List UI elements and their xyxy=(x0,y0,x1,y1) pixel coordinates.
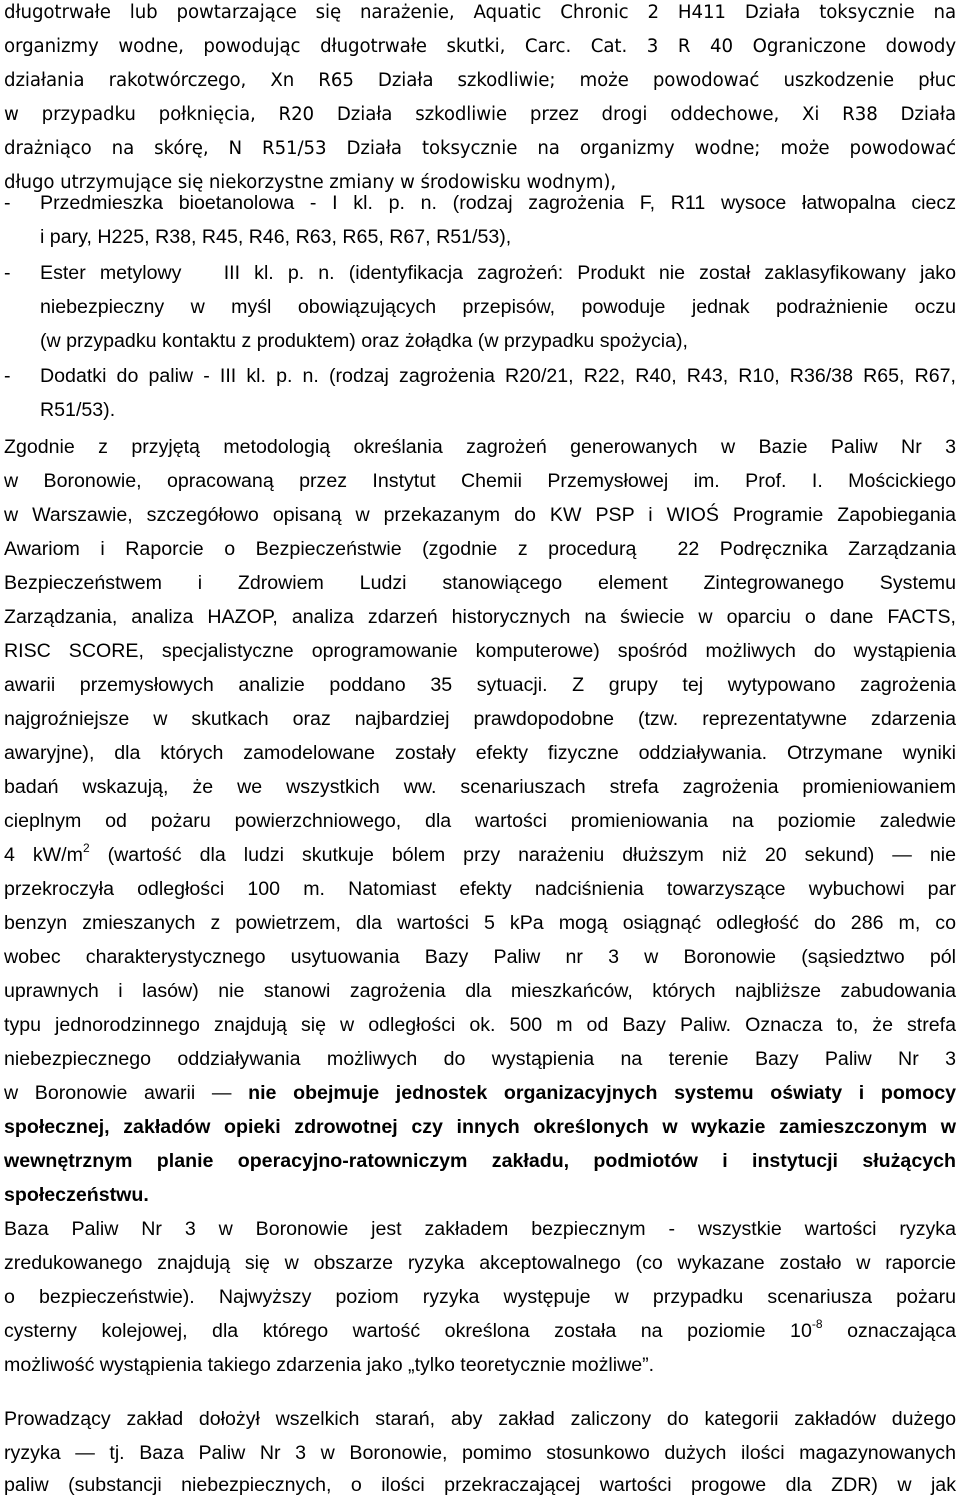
text-line: organizmy wodne, powodując długotrwałe skutki, Carc. Cat. 3 R 40 Ograniczone dowody xyxy=(4,36,956,57)
text-line: (w przypadku kontaktu z produktem) oraz żołądka (w przypadku spożycia), xyxy=(40,330,688,352)
text-line: uprawnych i lasów) nie stanowi zagrożenia dla mieszkańców, których najbliższe zabudowania xyxy=(4,980,956,1002)
text-line: R51/53). xyxy=(40,399,116,421)
text-line: o bezpieczeństwie). Najwyższy poziom ryzyka występuje w przypadku scenariusza pożaru xyxy=(4,1286,956,1308)
text-line: Zgodnie z przyjętą metodologią określania zagrożeń generowanych w Bazie Paliw Nr 3 xyxy=(4,436,956,458)
text-run: cysterny kolejowej, dla którego wartość określona została na poziomie 10 xyxy=(4,1320,812,1342)
text-line: długotrwałe lub powtarzające się narażenie, Aquatic Chronic 2 H411 Działa toksycznie na xyxy=(4,2,956,23)
text-line: przekroczyła odległości 100 m. Natomiast efekty nadciśnienia towarzyszące wybuchowi par xyxy=(4,878,956,900)
text-line: wobec charakterystycznego usytuowania Bazy Paliw nr 3 w Boronowie (sąsiedztwo pól xyxy=(4,946,956,968)
text-line: długo utrzymujące się niekorzystne zmiany w środowisku wodnym), xyxy=(4,172,617,193)
bold-text-line: wewnętrznym planie operacyjno-ratowniczym zakładu, podmiotów i instytucji służących xyxy=(4,1150,956,1172)
text-line: Bezpieczeństwem i Zdrowiem Ludzi stanowiącego element Zintegrowanego Systemu xyxy=(4,572,956,594)
text-run: 4 kW/m xyxy=(4,844,83,866)
text-line: badań wskazują, że we wszystkich ww. scenariuszach strefa zagrożenia promieniowaniem xyxy=(4,776,956,798)
text-line: najgroźniejsze w skutkach oraz najbardziej prawdopodobne (tzw. reprezentatywne zdarzenia xyxy=(4,708,956,730)
text-line: działania rakotwórczego, Xn R65 Działa szkodliwie; może powodować uszkodzenie płuc xyxy=(4,70,956,91)
text-line: i pary, H225, R38, R45, R46, R63, R65, R67, R51/53), xyxy=(40,226,512,248)
text-line: Prowadzący zakład dołożył wszelkich starań, aby zakład zaliczony do kategorii zakładów dużego xyxy=(4,1408,956,1430)
text-run: oznaczająca xyxy=(822,1320,956,1342)
text-line: awarii przemysłowych analizie poddano 35 sytuacji. Z grupy tej wytypowano zagrożenia xyxy=(4,674,956,696)
text-line: awaryjne), dla których zamodelowane zostały efekty fizyczne oddziaływania. Otrzymane wyniki xyxy=(4,742,956,764)
list-dash: - xyxy=(4,192,11,214)
text-line: benzyn zmieszanych z powietrzem, dla wartości 5 kPa mogą osiągnąć odległość do 286 m, co xyxy=(4,912,956,934)
text-line: Przedmieszka bioetanolowa - I kl. p. n. (rodzaj zagrożenia F, R11 wysoce łatwopalna ciecz xyxy=(40,192,956,214)
text-line: niebezpieczny w myśl obowiązujących przepisów, powoduje jednak podrażnienie oczu xyxy=(40,296,956,318)
text-line: Zarządzania, analiza HAZOP, analiza zdarzeń historycznych na świecie w oparciu o dane FACTS, xyxy=(4,606,956,628)
text-line: drażniąco na skórę, N R51/53 Działa toksycznie na organizmy wodne; może powodować xyxy=(4,138,956,159)
text-line: możliwość wystąpienia takiego zdarzenia jako „tylko teoretycznie możliwe”. xyxy=(4,1354,655,1376)
text-line: RISC SCORE, specjalistyczne oprogramowanie komputerowe) spośród możliwych do wystąpienia xyxy=(4,640,956,662)
text-line: niebezpiecznego oddziaływania możliwych do wystąpienia na terenie Bazy Paliw Nr 3 xyxy=(4,1048,956,1070)
text-line: cieplnym od pożaru powierzchniowego, dla wartości promieniowania na poziomie zaledwie xyxy=(4,810,956,832)
bold-text-line: społeczeństwu. xyxy=(4,1184,149,1206)
text-line: Ester metylowy III kl. p. n. (identyfikacja zagrożeń: Produkt nie został zaklasyfikowany jako xyxy=(40,262,956,284)
bold-text-run: nie obejmuje jednostek organizacyjnych systemu oświaty i pomocy xyxy=(248,1082,956,1104)
text-run: w Boronowie awarii — xyxy=(4,1082,249,1104)
text-line: w Warszawie, szczegółowo opisaną w przekazanym do KW PSP i WIOŚ Programie Zapobiegania xyxy=(4,504,956,526)
text-line: Awariom i Raporcie o Bezpieczeństwie (zgodnie z procedurą 22 Podręcznika Zarządzania xyxy=(4,538,956,560)
text-line: Baza Paliw Nr 3 w Boronowie jest zakładem bezpiecznym - wszystkie wartości ryzyka xyxy=(4,1218,956,1240)
text-line: typu jednorodzinnego znajdują się w odległości ok. 500 m od Bazy Paliw. Oznacza to, że strefa xyxy=(4,1014,956,1036)
text-line: Dodatki do paliw - III kl. p. n. (rodzaj zagrożenia R20/21, R22, R40, R43, R10, R36/38 R65, R67, xyxy=(40,365,956,387)
superscript: -8 xyxy=(811,1317,823,1331)
text-line: paliw (substancji niebezpiecznych, o ilości przekraczającej wartości progowe dla ZDR) w jak xyxy=(4,1474,956,1496)
text-line xyxy=(4,1314,956,1348)
list-dash: - xyxy=(4,262,11,284)
list-dash: - xyxy=(4,365,11,387)
text-line: zredukowanego znajdują się w obszarze ryzyka akceptowalnego (co wykazane zostało w raporcie xyxy=(4,1252,956,1274)
text-line: w przypadku połknięcia, R20 Działa szkodliwie przez drogi oddechowe, Xi R38 Działa xyxy=(4,104,956,125)
text-line xyxy=(4,1076,956,1110)
text-run: (wartość dla ludzi skutkuje bólem przy narażeniu dłuższym niż 20 sekund) — nie xyxy=(89,844,956,866)
text-line xyxy=(4,838,956,872)
text-line: w Boronowie, opracowaną przez Instytut Chemii Przemysłowej im. Prof. I. Mościckiego xyxy=(4,470,956,492)
superscript: 2 xyxy=(82,841,90,855)
text-line: ryzyka — tj. Baza Paliw Nr 3 w Boronowie, pomimo stosunkowo dużych ilości magazynowanych xyxy=(4,1442,956,1464)
bold-text-line: społecznej, zakładów opieki zdrowotnej czy innych określonych w wykazie zamieszczonym w xyxy=(4,1116,956,1138)
